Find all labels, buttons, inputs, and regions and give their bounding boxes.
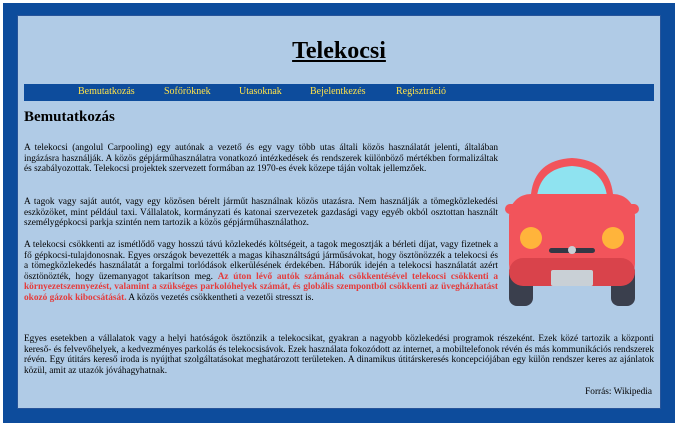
source-credit: Forrás: Wikipedia xyxy=(585,387,652,397)
highlighted-text: Az úton lévő autók számának csökkentésével telekocsi csökkenti a környezetszennyezést, valamint a szükséges parkolóhelyek számát, és globális szempontból csökkenti az üvegházhatást okozó gázok kibocsátását. xyxy=(24,271,499,303)
paragraph-3-text-before: A telekocsi csökkenti az ismétlődő vagy hosszú távú közlekedés költségeit, a tagok megosztják a bérleti díjat, vagy fizetnek a fő gépkocsi-tulajdonosnak. Egyes országok bevezették a magas kihasználtságú járműsávokat, hogy ösztönözzék a telekocsi és a tömegközlekedés használatát a forgalmi torlódások elkerülésének érdekében. Háborúk idején a telekocsi használatát azért ösztönözték, hogy üzemanyagot takarítson meg. xyxy=(24,240,498,282)
paragraph-1: A telekocsi (angolul Carpooling) egy autónak a vezető és egy vagy több utas általi közös használatát jelenti, általában ingázásra használják. A közös gépjárműhasználatra vonatkozó intézkedések és rendszerek különböző mértékben formalizáltak és szabályozottak. Telekocsi projektek szervezett formában az 1970-es évek közepe táján voltak jellemzőek. xyxy=(24,143,498,175)
paragraph-2: A tagok vagy saját autót, vagy egy közösen bérelt járműt használnak közös utazásra. Nem használják a tömegközlekedési eszközöket, mint például taxi. Vállalatok, kormányzati és katonai szervezetek gazdasági vagy egyéb okból osztottan használt személygépkocsi parkja szintén nem tartozik a közös gépjárműhasználathoz. xyxy=(24,197,498,229)
nav-item-bejelentkezes[interactable]: Bejelentkezés xyxy=(310,86,366,97)
car-front-icon xyxy=(501,146,643,308)
nav-item-soforoknek[interactable]: Sofőröknek xyxy=(164,86,211,97)
page-frame xyxy=(3,3,675,423)
nav-item-bemutatkozas[interactable]: Bemutatkozás xyxy=(78,86,135,97)
section-heading: Bemutatkozás xyxy=(24,109,115,125)
nav-item-regisztracio[interactable]: Regisztráció xyxy=(396,86,446,97)
nav-item-utasoknak[interactable]: Utasoknak xyxy=(239,86,282,97)
paragraph-4: Egyes esetekben a vállalatok vagy a helyi hatóságok ösztönzik a telekocsikat, gyakran a nagyobb közlekedési programok részeként. Ezek közé tartozik a központi kereső- és felvevőhelyek, a kedvezményes parkolás és telekocsisávok. Ezek használata fokozódott az internet, a mobiltelefonok révén és más kommunikációs rendszerek révén. Egy útitárs kereső iroda is nyújthat szolgáltatásokat meghatározott területeken. A dinamikus útitárskeresés koncepciójában egy külön rendszer keres az ajánlatok közül, amit az utazók jóváhagyhatnak. xyxy=(24,334,654,376)
paragraph-3-text-after: A közös vezetés csökkentheti a vezetői stresszt is. xyxy=(126,292,314,303)
content-panel xyxy=(17,15,661,409)
nav-bar xyxy=(24,84,654,101)
paragraph-3 xyxy=(24,240,498,304)
site-title: Telekocsi xyxy=(292,38,386,64)
